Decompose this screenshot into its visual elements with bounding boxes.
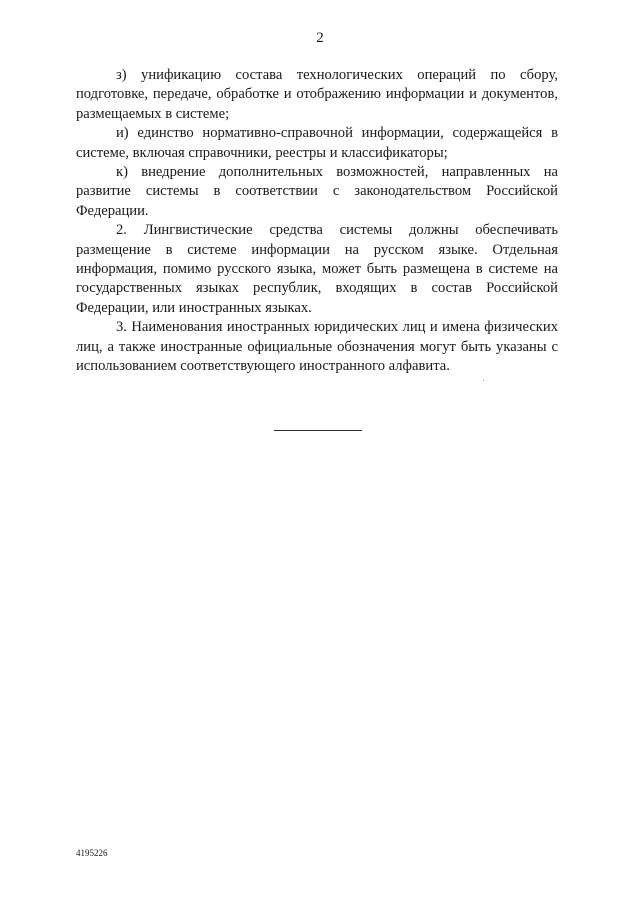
paragraph-item-k: к) внедрение дополнительных возможностей, направленных на развитие системы в соответствии с законодательством Российской Федерации. (76, 164, 558, 219)
end-separator-line (274, 430, 362, 431)
paragraph-item-i: и) единство нормативно-справочной информации, содержащейся в системе, включая справочники, реестры и классификаторы; (76, 125, 558, 161)
document-body (76, 66, 558, 377)
page-number: 2 (316, 30, 324, 46)
scan-speck (483, 380, 484, 381)
paragraph-item-z: з) унификацию состава технологических операций по сбору, подготовке, передаче, обработке и отображению информации и документов, размещаемых в системе; (76, 67, 558, 122)
paragraph-clause-3: 3. Наименования иностранных юридических лиц и имена физических лиц, а также иностранные официальные обозначения могут быть указаны с использованием соответствующего иностранного алфавита. (76, 319, 558, 375)
paragraph-clause-2: 2. Лингвистические средства системы должны обеспечивать размещение в системе информации на русском языке. Отдельная информация, помимо русского языка, может быть размещена в системе на государственных языках республик, входящих в состав Российской Федерации, или иностранных языках. (76, 222, 558, 316)
document-code: 4195226 (76, 848, 108, 858)
